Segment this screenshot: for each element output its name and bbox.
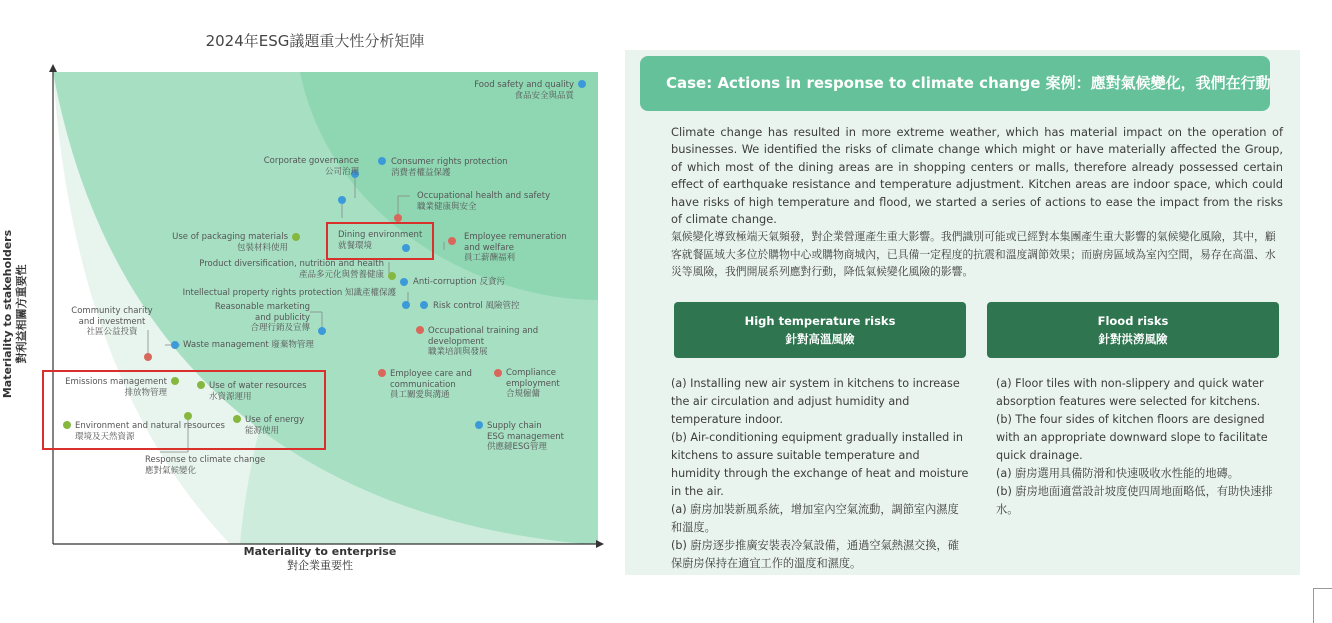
dot-community-charity [144, 353, 152, 361]
dot-reasonable-marketing [318, 327, 326, 335]
high-temperature-risks-header: High temperature risks 針對高溫風險 [674, 302, 966, 358]
action-item: (a) 廚房加裝新風系統，增加室內空氣流動，調節室內濕度和溫度。 [671, 503, 959, 534]
flood-risks-header: Flood risks 針對洪澇風險 [987, 302, 1279, 358]
topic-food-safety: Food safety and quality 食品安全與品質 [474, 80, 574, 101]
dot-supply-chain [475, 421, 483, 429]
dot-compliance-employment [494, 369, 502, 377]
dot-food-safety [578, 80, 586, 88]
dot-anti-corruption [400, 278, 408, 286]
high-temperature-actions [671, 375, 969, 573]
case-header: Case: Actions in response to climate change 案例：應對氣候變化，我們在行動 [640, 56, 1270, 111]
topic-occupational-health: Occupational health and safety 職業健康與安全 [417, 191, 551, 212]
topic-packaging: Use of packaging materials 包裝材料使用 [172, 232, 288, 253]
topic-climate-change: Response to climate change 應對氣候變化 [145, 455, 266, 476]
highlight-box-dining [326, 222, 434, 260]
dot-waste-management [171, 341, 179, 349]
action-item: (a) 廚房選用具備防滑和快速吸收水性能的地磚。 [996, 467, 1239, 480]
matrix-title: 2024年ESG議題重大性分析矩陣 [205, 32, 425, 50]
y-axis-arrow [49, 64, 57, 72]
case-intro-zh: 氣候變化導致極端天氣頻發，對企業營運產生重大影響。我們識別可能或已經對本集團產生重大影響的氣候變化風險，其中，顧客就餐區域大多位於購物中心或購物商城內，已具備一定程度的抗震和溫度調節效果；而廚房區域為室內空間，易存在高溫、水災等風險，我們開展系列應對行動，降低氣候變化風險的影響。 [671, 230, 1276, 279]
case-intro [671, 124, 1283, 281]
topic-corporate-governance: Corporate governance 公司治理 [263, 156, 359, 177]
topic-environment: Environment and natural resources 環境及天然資源 [75, 421, 225, 442]
topic-community-charity: Community charity and investment 社區公益投資 [71, 306, 153, 337]
flood-actions [996, 375, 1284, 519]
dot-governance-2 [338, 196, 346, 204]
dot-occupational-health [394, 214, 402, 222]
action-item: (a) Installing new air system in kitchens to increase the air circulation and adjust humidity and temperature indoor. [671, 377, 960, 426]
case-intro-en: Climate change has resulted in more extreme weather, which has material impact on the operation of businesses. We identified the risks of climate change which might or have materially affected the Group, of which most of the dining areas are in shopping centers or malls, therefore already possessed certain effect of earthquake resistance and temperature adjustment. Kitchen areas are indoor space, which could have risks of high temperature and flood, we started a series of actions to ease the impact from the risks of climate change. [671, 125, 1283, 227]
y-axis-label: Materiality to stakeholders 對利益相關方重要性 [1, 229, 28, 399]
topic-water: Use of water resources 水資源運用 [209, 381, 307, 402]
topic-occupational-training: Occupational training and development 職業培訓與發展 [428, 326, 539, 357]
action-item: (b) Air-conditioning equipment gradually installed in kitchens to assure suitable temperature and humidity through the exchange of heat and moisture in the air. [671, 431, 969, 498]
topic-reasonable-marketing: Reasonable marketing and publicity 合理行銷及宣傳 [214, 302, 310, 333]
topic-emissions: Emissions management 排放物管理 [65, 377, 167, 398]
topic-consumer-rights: Consumer rights protection 消費者權益保護 [391, 157, 508, 178]
dot-product-diversification [388, 272, 396, 280]
highlight-box-environment [42, 370, 326, 450]
page-corner-mark [1313, 588, 1332, 623]
action-item: (b) 廚房地面適當設計坡度使四周地面略低，有助快速排水。 [996, 485, 1273, 516]
x-axis-label: Materiality to enterprise 對企業重要性 [243, 545, 397, 572]
topic-employee-care: Employee care and communication 員工關愛與溝通 [390, 369, 472, 400]
dot-employee-care [378, 369, 386, 377]
action-item: (b) The four sides of kitchen floors are designed with an appropriate downward slope to facilitate quick drainage. [996, 413, 1268, 462]
dot-consumer-rights [378, 157, 386, 165]
dot-employee-remuneration [448, 237, 456, 245]
topic-employee-remuneration: Employee remuneration and welfare 員工薪酬福利 [464, 232, 567, 263]
topic-supply-chain: Supply chain ESG management 供應鏈ESG管理 [487, 421, 564, 452]
dot-risk-control [420, 301, 428, 309]
x-axis-arrow [596, 540, 604, 548]
topic-dining-environment: Dining environment 就餐環境 [338, 230, 423, 251]
topic-anti-corruption: Anti-corruption 反貪污 [413, 277, 505, 287]
topic-waste-management: Waste management 廢棄物管理 [183, 340, 314, 350]
topic-product-diversification: Product diversification, nutrition and health 產品多元化與營養健康 [199, 259, 384, 280]
topic-ip-protection: Intellectual property rights protection 知識產權保護 [182, 288, 396, 298]
dot-packaging [292, 233, 300, 241]
action-item: (b) 廚房逐步推廣安裝表冷氣設備，通過空氣熱濕交換，確保廚房保持在適宜工作的溫度和濕度。 [671, 539, 959, 570]
topic-compliance-employment: Compliance employment 合規僱傭 [506, 368, 560, 399]
dot-ip-protection [402, 301, 410, 309]
action-item: (a) Floor tiles with non-slippery and quick water absorption features were selected for kitchens. [996, 377, 1264, 408]
dot-occupational-training [416, 326, 424, 334]
topic-energy: Use of energy 能源使用 [245, 415, 305, 436]
topic-risk-control: Risk control 風險管控 [433, 301, 520, 311]
